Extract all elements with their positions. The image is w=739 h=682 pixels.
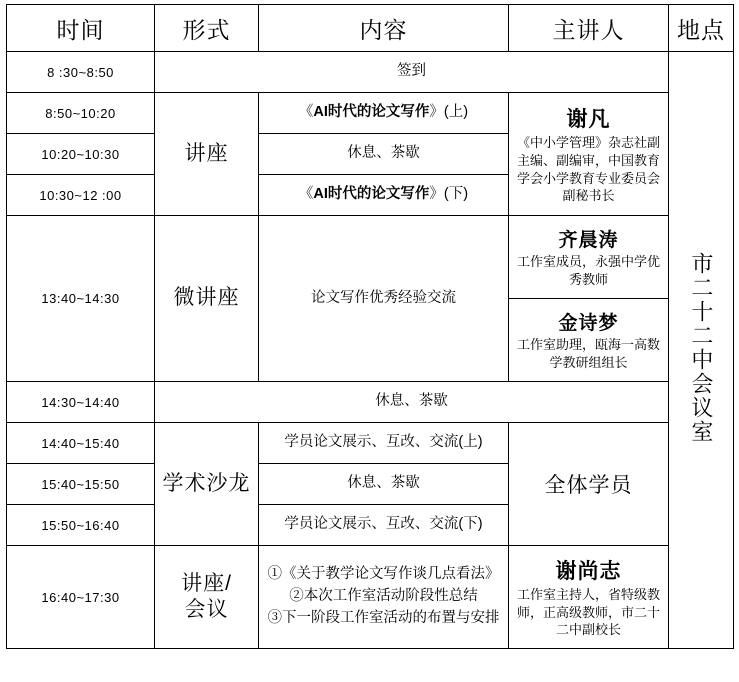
lecture-slot-3-title: AI时代的论文写作 [313, 186, 430, 203]
salon-slot-3-content: 学员论文展示、互改、交流(下) [259, 505, 509, 546]
meeting-speaker-name: 谢尚志 [555, 560, 622, 584]
microlecture-speaker-2 [509, 299, 669, 382]
meeting-time: 16:40~17:30 [7, 546, 155, 649]
microlecture-speaker-1-desc: 工作室成员，永强中学优秀教师 [516, 254, 660, 287]
lecture-speaker-name: 谢凡 [566, 108, 611, 132]
microlecture-content: 论文写作优秀经验交流 [259, 216, 509, 382]
microlecture-speaker-2-name: 金诗梦 [558, 313, 619, 335]
schedule-table [6, 4, 734, 649]
signin-content: 签到 [155, 52, 669, 93]
header-place: 地点 [669, 5, 734, 52]
meeting-item-2: ②本次工作室活动阶段性总结 [289, 588, 478, 605]
lecture-slot-2-content: 休息、茶歇 [259, 134, 509, 175]
meeting-form: 讲座/ 会议 [155, 546, 259, 649]
lecture-slot-3-suffix: 》(下) [429, 186, 469, 203]
lecture-slot-1-time: 8:50~10:20 [7, 93, 155, 134]
salon-speaker: 全体学员 [509, 423, 669, 546]
lecture-form: 讲座 [155, 93, 259, 216]
meeting-content [259, 546, 509, 649]
table-row-microlecture-1 [7, 216, 734, 299]
header-speaker: 主讲人 [509, 5, 669, 52]
table-row-break-afternoon [7, 382, 734, 423]
microlecture-speaker-1-name: 齐晨涛 [558, 230, 619, 252]
header-content: 内容 [259, 5, 509, 52]
lecture-slot-3-time: 10:30~12 :00 [7, 175, 155, 216]
lecture-slot-3-content [259, 175, 509, 216]
meeting-speaker [509, 546, 669, 649]
lecture-slot-1-content [259, 93, 509, 134]
microlecture-speaker-1 [509, 216, 669, 299]
place-cell [669, 52, 734, 649]
microlecture-speaker-2-desc: 工作室助理，瓯海一高数学教研组组长 [516, 337, 660, 370]
table-row-meeting [7, 546, 734, 649]
lecture-slot-1-title: AI时代的论文写作 [313, 104, 430, 121]
table-header-row [7, 5, 734, 52]
header-time: 时间 [7, 5, 155, 52]
lecture-speaker-desc: 《中小学管理》杂志社副主编、副编审，中国教育学会小学教育专业委员会副秘书长 [516, 135, 660, 204]
microlecture-form: 微讲座 [155, 216, 259, 382]
break-afternoon-time: 14:30~14:40 [7, 382, 155, 423]
salon-slot-2-time: 15:40~15:50 [7, 464, 155, 505]
table-row-lecture-1 [7, 93, 734, 134]
header-form: 形式 [155, 5, 259, 52]
meeting-speaker-desc: 工作室主持人，省特级教师，正高级教师，市二十二中副校长 [516, 587, 660, 638]
lecture-slot-1-suffix: 》(上) [429, 104, 469, 121]
table-row-salon-1 [7, 423, 734, 464]
lecture-speaker [509, 93, 669, 216]
lecture-slot-1-prefix: 《 [298, 104, 314, 121]
salon-slot-1-time: 14:40~15:40 [7, 423, 155, 464]
signin-time: 8 :30~8:50 [7, 52, 155, 93]
meeting-item-1: ①《关于教学论文写作谈几点看法》 [267, 566, 500, 583]
table-row-signin [7, 52, 734, 93]
microlecture-time: 13:40~14:30 [7, 216, 155, 382]
salon-form: 学术沙龙 [155, 423, 259, 546]
lecture-slot-2-time: 10:20~10:30 [7, 134, 155, 175]
lecture-slot-3-prefix: 《 [298, 186, 314, 203]
place-label: 市二十二中会议室 [688, 251, 714, 444]
salon-slot-2-content: 休息、茶歇 [259, 464, 509, 505]
salon-slot-3-time: 15:50~16:40 [7, 505, 155, 546]
salon-slot-1-content: 学员论文展示、互改、交流(上) [259, 423, 509, 464]
meeting-item-3: ③下一阶段工作室活动的布置与安排 [267, 609, 500, 626]
break-afternoon-content: 休息、茶歇 [155, 382, 669, 423]
